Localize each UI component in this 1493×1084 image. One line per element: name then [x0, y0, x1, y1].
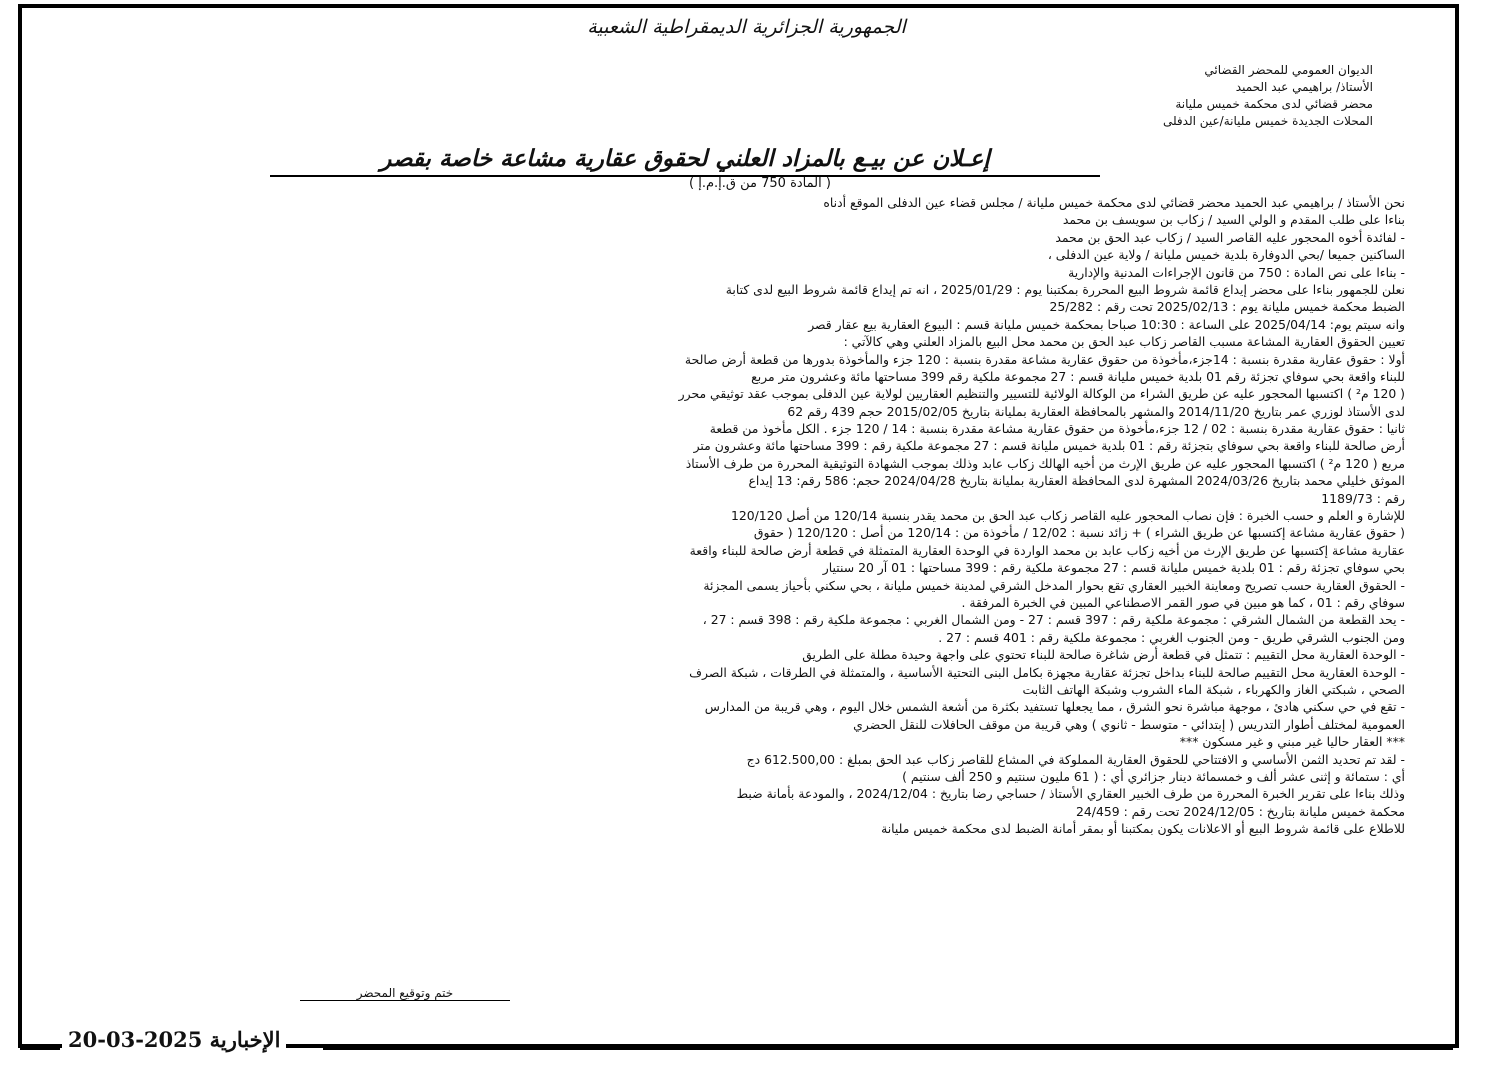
body-line: وانه سيتم يوم: 2025/04/14 على الساعة : 10:30 صباحا بمحكمة خميس مليانة قسم : البيوع العقارية بيع عقار قصر: [808, 316, 1405, 332]
body-line: ثانيا : حقوق عقارية مقدرة بنسبة : 02 / 12 جزء،مأخوذة من حقوق عقارية مشاعة مقدرة بنسبة : 14 / 120 جزء . الكل مأخوذ من قطعة: [709, 421, 1405, 437]
body-line: مربع ( 120 م² ) اكتسبها المحجور عليه عن طريق الإرث من أخيه الهالك زكاب عابد وذلك بموجب الشهادة التوثيقية المحررة من طرف الأستاذ: [685, 455, 1405, 471]
body-line: بحي سوفاي تجزئة رقم : 01 بلدية خميس مليانة قسم : 27 مجموعة ملكية رقم : 399 مساحتها : 01 آر 20 سنتيار: [822, 560, 1405, 576]
footer-label: [62, 1027, 286, 1052]
body-line: نعلن للجمهور بناءا على محضر إيداع قائمة شروط البيع المحررة بمكتبنا يوم : 2025/01/29 ، انه تم إيداع قائمة شروط البيع لدى كتابة: [725, 281, 1405, 297]
body-line: ( 120 م² ) اكتسبها المحجور عليه عن طريق الشراء من الوكالة الولائية للتسيير والتنظيم العقاريين لولاية عين الدفلى بموجب عقد توثيقي محرر: [678, 386, 1405, 402]
body-line: - الحقوق العقارية حسب تصريح ومعاينة الخبير العقاري تقع بحوار المدخل الشرقي لمدينة خميس مليانة ، بحي سكني بأحياز يسمى المجزئة: [703, 577, 1405, 593]
body-line: - يحد القطعة من الشمال الشرقي : مجموعة ملكية رقم : 397 قسم : 27 - ومن الشمال الغربي : مجموعة ملكية رقم : 398 قسم : 27 ،: [702, 612, 1405, 628]
body-line: محكمة خميس مليانة بتاريخ : 2024/12/05 تحت رقم : 24/459: [1076, 803, 1405, 819]
body-line: أرض صالحة للبناء واقعة بحي سوفاي بتجزئة رقم : 01 بلدية خميس مليانة قسم : 27 مجموعة ملكية رقم : 399 مساحتها مائة وعشرون متر: [693, 438, 1405, 454]
body-line: - لقد تم تحديد الثمن الأساسي و الافتتاحي للحقوق العقارية المملوكة في المشاع للقاصر زكاب عبد الحق بمبلغ : 612.500,00 دج: [746, 751, 1405, 767]
body-line: سوفاي رقم : 01 ، كما هو مبين في صور القمر الاصطناعي المبين في الخبرة المرفقة .: [961, 594, 1405, 610]
body-line: العمومية لمختلف أطوار التدريس ( إبتدائي - متوسط - ثانوي ) وهي قريبة من موقف الحافلات للنقل الحضري: [853, 716, 1405, 732]
announcement-subtitle: ( المادة 750 من ق.إ.م.إ ): [689, 176, 831, 191]
body-line: - الوحدة العقارية محل التقييم صالحة للبناء بداخل تجزئة عقارية مجهزة بكامل البنى التحتية الأساسية ، والمتمثلة في الطرقات ، شبكة الصرف: [689, 664, 1405, 680]
body-line: بناءا على طلب المقدم و الولي السيد / زكاب بن سويسف بن محمد: [1062, 212, 1405, 228]
header-line: محضر قضائي لدى محكمة خميس مليانة: [1175, 97, 1373, 111]
signature-stamp: ختم وتوقيع المحضر: [300, 986, 510, 1001]
body-line: *** العقار حاليا غير مبني و غير مسكون ***: [1179, 734, 1405, 750]
header-line: الأستاذ/ براهيمي عبد الحميد: [1235, 80, 1373, 94]
body-line: عقارية مشاعة إكتسبها عن طريق الإرث من أخيه زكاب عابد بن محمد الواردة في الوحدة العقارية المتمثلة في قطعة أرض صالحة للبناء واقعة: [689, 542, 1405, 558]
body-line: - بناءا على نص المادة : 750 من قانون الإجراءات المدنية والإدارية: [1068, 264, 1405, 280]
body-line: - تقع في حي سكني هادئ ، موجهة مباشرة نحو الشرق ، مما يجعلها تستفيد بكثرة من أشعة الشمس خلال اليوم ، وهي قريبة من المدارس: [704, 699, 1405, 715]
body-line: الموثق خليلي محمد بتاريخ 2024/03/26 المشهرة لدى المحافظة العقارية بمليانة بتاريخ 2024/04/28 حجم: 586 رقم: 13 إيداع: [748, 473, 1405, 489]
body-line: الساكنين جميعا /بحي الدوفارة بلدية خميس مليانة / ولاية عين الدفلى ،: [1047, 247, 1405, 263]
header-line: المحلات الجديدة خميس مليانة/عين الدفلى: [1162, 114, 1373, 128]
body-line: - لفائدة أخوه المحجور عليه القاصر السيد / زكاب عبد الحق بن محمد: [1055, 229, 1405, 245]
body-line: رقم : 1189/73: [1321, 490, 1405, 506]
body-line: وذلك بناءا على تقرير الخبرة المحررة من طرف الخبير العقاري الأستاذ / حساجي رضا بتاريخ : 2024/12/04 ، والمودعة بأمانة ضبط: [736, 786, 1405, 802]
footer-rule: [323, 1044, 1453, 1050]
body-line: الصحي ، شبكتي الغاز والكهرباء ، شبكة الماء الشروب وشبكة الهاتف الثابت: [1022, 681, 1405, 697]
body-line: الضبط محكمة خميس مليانة يوم : 2025/02/13 تحت رقم : 25/282: [1049, 299, 1405, 315]
body-line: للاطلاع على قائمة شروط البيع أو الاعلانات يكون بمكتبنا أو بمقر أمانة الضبط لدى محكمة خميس مليانة: [881, 821, 1405, 837]
body-line: - الوحدة العقارية محل التقييم : تتمثل في قطعة أرض شاغرة صالحة للبناء تحتوي على واجهة وحيدة مطلة على الطريق: [802, 647, 1405, 663]
announcement-body: [85, 194, 1405, 994]
footer-rule-left: [20, 1044, 60, 1050]
announcement-title: إعـلان عن بيـع بالمزاد العلني لحقوق عقارية مشاعة خاصة بقصر: [270, 146, 1100, 177]
body-line: ومن الجنوب الشرقي طريق - ومن الجنوب الغربي : مجموعة ملكية رقم : 401 قسم : 27 .: [938, 629, 1405, 645]
republic-heading: الجمهورية الجزائرية الديمقراطية الشعبية: [587, 16, 906, 38]
newspaper-name: الإخبارية: [209, 1027, 281, 1052]
body-line: لدى الأستاذ لوزري عمر بتاريخ 2014/11/20 والمشهر بالمحافظة العقارية بمليانة بتاريخ 2015/02/05 حجم 439 رقم 62: [787, 403, 1405, 419]
body-line: نحن الأستاذ / براهيمي عبد الحميد محضر قضائي لدى محكمة خميس مليانة / مجلس قضاء عين الدفلى الموقع أدناه: [823, 195, 1405, 210]
body-line: للإشارة و العلم و حسب الخبرة : فإن نصاب المحجور عليه القاصر زكاب عبد الحق بن محمد يقدر بنسبة 120/14 من أصل 120/120: [730, 508, 1405, 524]
body-line: تعيين الحقوق العقارية المشاعة مسبب القاصر زكاب عبد الحق بن محمد محل البيع بالمزاد العلني وهي كالآتي :: [843, 334, 1405, 350]
body-line: ( حقوق عقارية مشاعة إكتسبها عن طريق الشراء ) + زائد نسبة : 12/02 / مأخوذة من : 120/14 من أصل : 120/120 ( حقوق: [753, 525, 1405, 541]
body-line: أي : ستمائة و إثنى عشر ألف و خمسمائة دينار جزائري أي : ( 61 مليون سنتيم و 250 ألف سنتيم ): [902, 768, 1405, 784]
publication-date: 2025-03-20: [68, 1027, 203, 1052]
body-line: أولا : حقوق عقارية مقدرة بنسبة : 14جزء،مأخوذة من حقوق عقارية مشاعة مقدرة بنسبة : 120 جزء والمأخوذة بدورها من قطعة أرض صالحة: [684, 351, 1405, 367]
body-line: للبناء واقعة بحي سوفاي تجزئة رقم 01 بلدية خميس مليانة قسم : 27 مجموعة ملكية رقم 399 مساحتها مائة وعشرون متر مربع: [751, 368, 1405, 384]
bailiff-header: [853, 62, 1373, 130]
header-line: الديوان العمومي للمحضر القضائي: [1204, 63, 1373, 77]
